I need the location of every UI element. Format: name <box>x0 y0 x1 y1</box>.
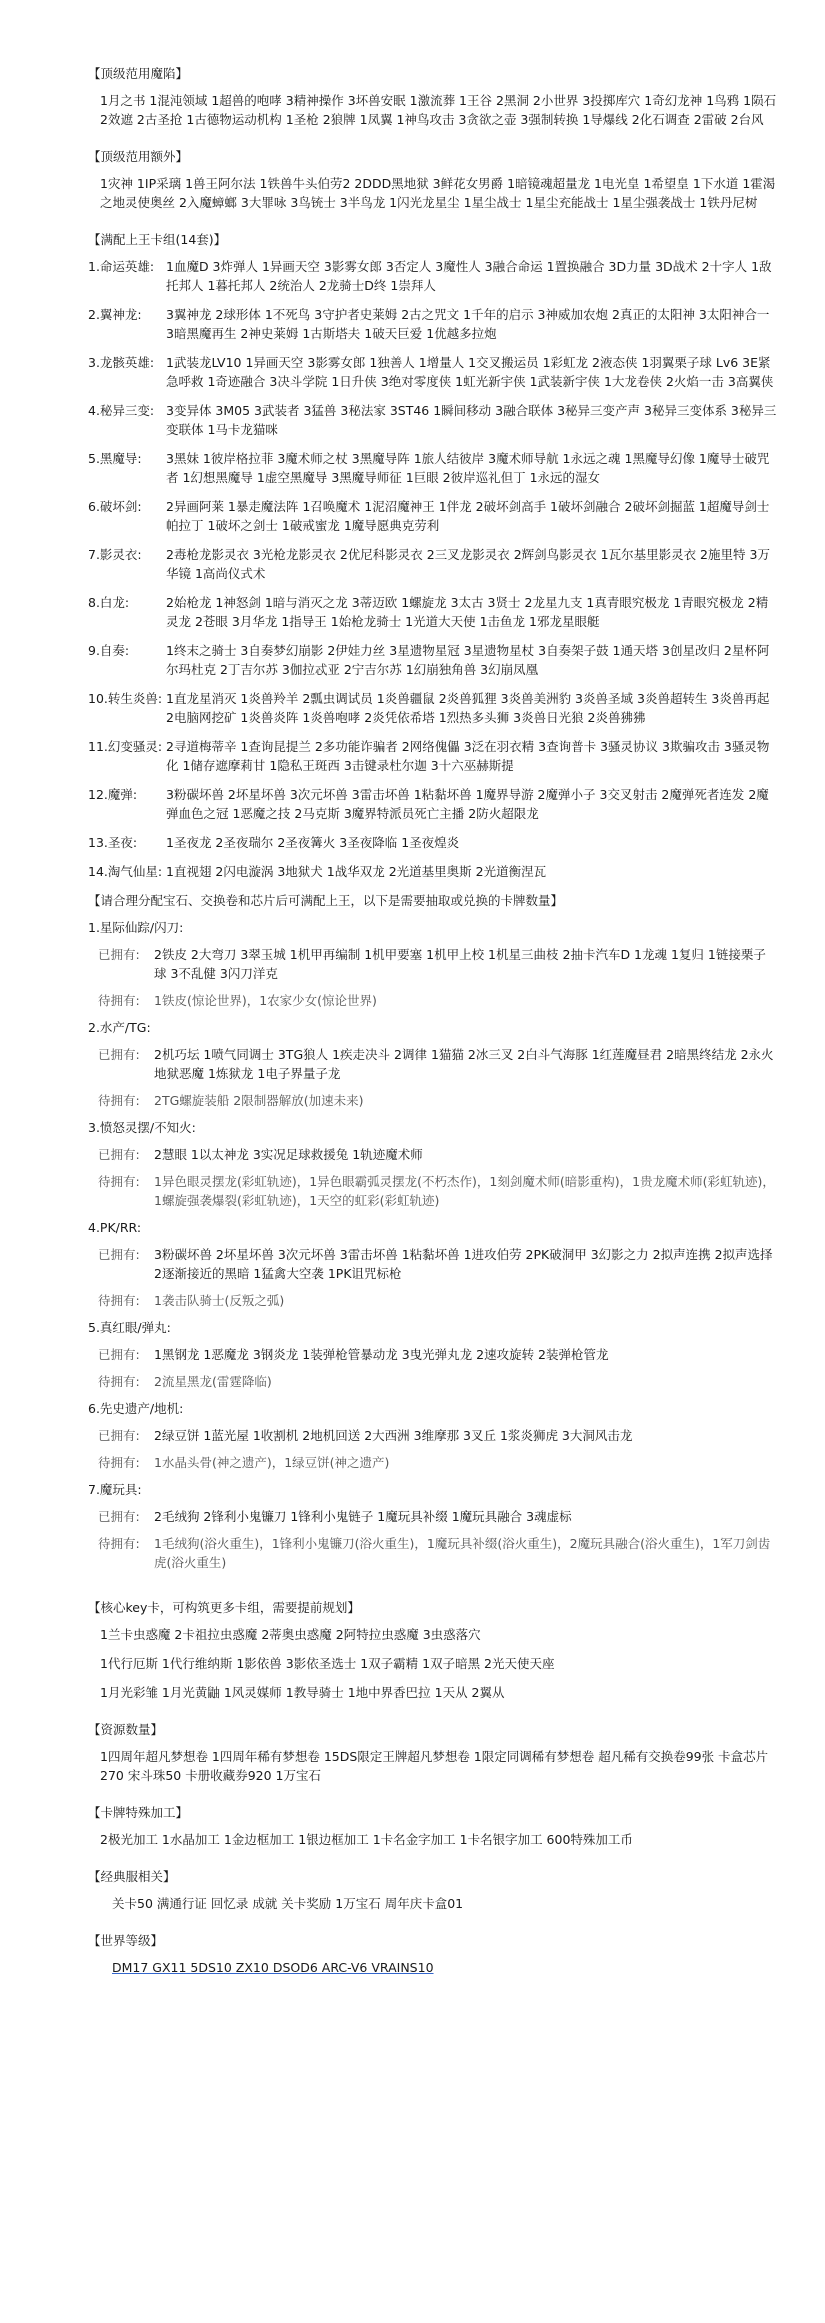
wanted-label: 待拥有: <box>98 1455 140 1470</box>
section-title-card-needs: 【请合理分配宝石、交换卷和芯片后可满配上王，以下是需要抽取或兑换的卡牌数量】 <box>88 893 564 908</box>
wanted-cards: 1毛绒狗(浴火重生)，1锋利小鬼镰刀(浴火重生)，1魔玩具补缀(浴火重生)，2魔玩具融合(浴火重生)，1军刀剑齿虎(浴火重生) <box>154 1536 771 1570</box>
deck-row <box>88 257 778 295</box>
group-title: 2.水产/TG: <box>88 1020 151 1035</box>
wanted-cards: 1铁皮(惊论世界)，1农家少女(惊论世界) <box>154 993 377 1008</box>
owned-label: 已拥有: <box>98 1347 140 1362</box>
section-title-top-extra: 【顶级范用额外】 <box>88 149 189 164</box>
wanted-label: 待拥有: <box>98 1293 140 1308</box>
wanted-row <box>98 991 778 1010</box>
deck-cards: 2始枪龙 1神怒剑 1暗与消灭之龙 3蒂迈欧 1螺旋龙 3太古 3贤士 2龙星九支 1真青眼究极龙 1青眼究极龙 2精灵龙 2苍眼 3月华龙 1指导王 1始枪龙骑士 1光道大天使 1击鱼龙 1邪龙星眼艇 <box>166 595 769 629</box>
deck-row <box>88 401 778 439</box>
owned-cards: 2毛绒狗 2锋利小鬼镰刀 1锋利小鬼链子 1魔玩具补缀 1魔玩具融合 3魂虚标 <box>154 1509 572 1524</box>
card-needs-list <box>88 918 778 1572</box>
owned-cards: 3粉碳坏兽 2坏星坏兽 3次元坏兽 3雷击坏兽 1粘黏坏兽 1进攻伯劳 2PK破洞甲 3幻影之力 2拟声连携 2拟声选择 2逐渐接近的黑暗 1猛禽大空袭 1PK诅咒标枪 <box>154 1247 773 1281</box>
core-key-line: 1代行厄斯 1代行维纳斯 1影依兽 3影依圣选士 1双子霸精 1双子暗黑 2光天使天座 <box>100 1656 555 1671</box>
classic-server-text: 关卡50 满通行证 回忆录 成就 关卡奖励 1万宝石 周年庆卡盒01 <box>112 1896 464 1911</box>
deck-label: 11.幻变骚灵: <box>88 739 163 754</box>
wanted-row <box>98 1372 778 1391</box>
owned-label: 已拥有: <box>98 1509 140 1524</box>
deck-label: 10.转生炎兽: <box>88 691 163 706</box>
deck-label: 7.影灵衣: <box>88 547 142 562</box>
owned-label: 已拥有: <box>98 947 140 962</box>
owned-cards: 1黑钢龙 1恶魔龙 3钢炎龙 1装弹枪管暴动龙 3曳光弹丸龙 2速攻旋转 2装弹枪管龙 <box>154 1347 609 1362</box>
owned-cards: 2绿豆饼 1蓝光屋 1收割机 2地机回送 2大西洲 3维摩那 3叉丘 1浆炎狮虎 3大洞风击龙 <box>154 1428 633 1443</box>
deck-label: 1.命运英雄: <box>88 259 155 274</box>
wanted-row <box>98 1091 778 1110</box>
wanted-row <box>98 1291 778 1310</box>
deck-cards: 1终末之骑士 3自奏梦幻崩影 2伊娃力丝 3星遗物星冠 3星遗物星杖 3自奏架子鼓 1通天塔 3创星改归 2星杯阿尔玛杜克 2丁吉尔苏 3伽拉忒亚 2宁吉尔苏 1幻崩独角兽 3幻崩凤凰 <box>166 643 770 677</box>
owned-row <box>98 1507 778 1526</box>
core-key-line: 1月光彩雏 1月光黄鼬 1风灵媒师 1教导骑士 1地中界香巴拉 1天从 2翼从 <box>100 1685 505 1700</box>
deck-label: 8.白龙: <box>88 595 130 610</box>
deck-label: 9.自奏: <box>88 643 130 658</box>
section-title-top-spells: 【顶级范用魔陷】 <box>88 66 189 81</box>
wanted-label: 待拥有: <box>98 1536 140 1551</box>
group-title: 1.星际仙踪/闪刀: <box>88 920 184 935</box>
owned-row <box>98 1345 778 1364</box>
deck-row <box>88 785 778 823</box>
wanted-cards: 1水晶头骨(神之遗产)，1绿豆饼(神之遗产) <box>154 1455 390 1470</box>
section-title-classic-server: 【经典服相关】 <box>88 1869 176 1884</box>
deck-row <box>88 737 778 775</box>
deck-cards: 1圣夜龙 2圣夜瑞尔 2圣夜篝火 3圣夜降临 1圣夜煌炎 <box>166 835 460 850</box>
deck-cards: 2毒枪龙影灵衣 3光枪龙影灵衣 2优尼科影灵衣 2三叉龙影灵衣 2辉剑鸟影灵衣 1瓦尔基里影灵衣 2施里特 3万华镜 1高尚仪式术 <box>166 547 770 581</box>
top-spells-list: 1月之书 1混沌领域 1超兽的咆哮 3精神操作 3坏兽安眠 1激流葬 1王谷 2黑洞 2小世界 3投掷库穴 1奇幻龙神 1鸟鸦 1陨石 2效遮 2古圣抢 1古德物运动机构 1圣枪 2狼牌 1凤翼 1神鸟攻击 3贪欲之壶 3强制转换 1导爆线 2化石调查 2雷破 2台风 <box>100 93 777 127</box>
owned-label: 已拥有: <box>98 1147 140 1162</box>
group-title: 3.愤怒灵摆/不知火: <box>88 1120 196 1135</box>
wanted-row <box>98 1534 778 1572</box>
deck-row <box>88 641 778 679</box>
deck-cards: 1直视翅 2闪电漩涡 3地狱犬 1战华双龙 2光道基里奥斯 2光道衡涅瓦 <box>166 864 547 879</box>
wanted-cards: 2流星黑龙(雷霆降临) <box>154 1374 272 1389</box>
deck-row <box>88 689 778 727</box>
owned-row <box>98 1426 778 1445</box>
deck-cards: 3粉碳坏兽 2坏星坏兽 3次元坏兽 3雷击坏兽 1粘黏坏兽 1魔界导游 2魔弹小子 3交叉射击 2魔弹死者连发 2魔弹血色之冠 1恶魔之技 2马克斯 3魔界特派员死亡主播 2防火超限龙 <box>166 787 769 821</box>
section-title-world-level: 【世界等级】 <box>88 1933 164 1948</box>
owned-label: 已拥有: <box>98 1247 140 1262</box>
deck-cards: 3黑妹 1彼岸格拉菲 3魔术师之杖 3黑魔导阵 1旅人结彼岸 3魔术师导航 1永远之魂 1黑魔导幻像 1魔导士破咒者 1幻想黑魔导 1虚空黑魔导 3黑魔导师征 1巨眼 2彼岸巡礼但丁 1永远的湿女 <box>166 451 770 485</box>
deck-label: 4.秘异三变: <box>88 403 155 418</box>
deck-cards: 2异画阿莱 1暴走魔法阵 1召唤魔术 1泥沼魔神王 1伴龙 2破坏剑高手 1破坏剑融合 2破坏剑掘蓝 1超魔导剑士帕拉丁 1破坏之剑士 1破戒蜜龙 1魔导愿典克劳利 <box>166 499 770 533</box>
wanted-label: 待拥有: <box>98 1093 140 1108</box>
owned-cards: 2慧眼 1以太神龙 3实况足球救援兔 1轨迹魔术师 <box>154 1147 423 1162</box>
deck-label: 2.翼神龙: <box>88 307 142 322</box>
deck-label: 5.黑魔导: <box>88 451 142 466</box>
deck-label: 13.圣夜: <box>88 835 138 850</box>
section-title-resources: 【资源数量】 <box>88 1722 164 1737</box>
deck-row <box>88 497 778 535</box>
deck-row <box>88 545 778 583</box>
deck-label: 6.破坏剑: <box>88 499 142 514</box>
owned-label: 已拥有: <box>98 1047 140 1062</box>
deck-row <box>88 353 778 391</box>
owned-cards: 2机巧坛 1喷气同调士 3TG狼人 1疾走决斗 2调律 1猫猫 2冰三叉 2白斗气海豚 1红莲魔昼君 2暗黑终结龙 2永火地狱恶魔 1炼狱龙 1电子界量子龙 <box>154 1047 774 1081</box>
owned-row <box>98 1245 778 1283</box>
wanted-row <box>98 1453 778 1472</box>
deck-cards: 3翼神龙 2球形体 1不死鸟 3守护者史莱姆 2古之咒文 1千年的启示 3神威加农炮 2真正的太阳神 3太阳神合一 3暗黑魔再生 2神史莱姆 1古斯塔夫 1破天巨爱 1优越多拉炮 <box>166 307 770 341</box>
deck-label: 12.魔弹: <box>88 787 138 802</box>
owned-row <box>98 1045 778 1083</box>
wanted-label: 待拥有: <box>98 1374 140 1389</box>
special-finish-text: 2极光加工 1水晶加工 1金边框加工 1银边框加工 1卡名金字加工 1卡名银字加工 600特殊加工币 <box>100 1832 633 1847</box>
wanted-label: 待拥有: <box>98 1174 140 1189</box>
deck-cards: 1血魔D 3炸弹人 1异画天空 3影雾女郎 3否定人 3魔性人 3融合命运 1置换融合 3D力量 3D战术 2十字人 1敌托邦人 1暮托邦人 2统治人 2龙骑士D终 1崇拜人 <box>166 259 772 293</box>
wanted-cards: 1袭击队骑士(反叛之弧) <box>154 1293 285 1308</box>
deck-row <box>88 449 778 487</box>
core-key-line: 1兰卡虫惑魔 2卡祖拉虫惑魔 2蒂奥虫惑魔 2阿特拉虫惑魔 3虫惑落穴 <box>100 1627 481 1642</box>
deck-cards: 2寻道梅蒂辛 1查询昆提兰 2多功能诈骗者 2网络傀儡 3泛在羽衣精 3查询普卡 3骚灵协议 3欺骗攻击 3骚灵物化 1储存遮摩莉甘 1隐私王斑西 3击键录杜尔迦 3十六巫赫斯提 <box>166 739 770 773</box>
owned-label: 已拥有: <box>98 1428 140 1443</box>
section-title-full-decks: 【满配上王卡组(14套)】 <box>88 232 227 247</box>
owned-row <box>98 945 778 983</box>
document <box>88 58 778 1977</box>
deck-cards: 3变异体 3M05 3武装者 3猛兽 3秘法家 3ST46 1瞬间移动 3融合联体 3秘异三变产声 3秘异三变体系 3秘异三变联体 1马卡龙猫咪 <box>166 403 777 437</box>
resources-text: 1四周年超凡梦想卷 1四周年稀有梦想卷 15DS限定王牌超凡梦想卷 1限定同调稀有梦想卷 超凡稀有交换卷99张 卡盒芯片270 宋斗珠50 卡册收藏券920 1万宝石 <box>100 1749 769 1783</box>
wanted-row <box>98 1172 778 1210</box>
deck-label: 3.龙骸英雄: <box>88 355 155 370</box>
deck-row <box>88 833 778 852</box>
owned-row <box>98 1145 778 1164</box>
top-extra-list: 1灾神 1IP采璃 1兽王阿尔法 1铁兽牛头伯劳2 2DDD黑地狱 3鲜花女男爵 1暗镜魂超量龙 1电光皇 1希望皇 1下水道 1霍渴之地灵使奥丝 2入魔蟑螂 3大罪咏 3鸟铳士 3半鸟龙 1闪光龙星尘 1星尘战士 1星尘充能战士 1星尘强袭战士 1铁丹尼树 <box>100 176 776 210</box>
deck-row <box>88 305 778 343</box>
deck-cards: 1武装龙LV10 1异画天空 3影雾女郎 1独善人 1增量人 1交叉搬运员 1彩虹龙 2液态侠 1羽翼栗子球 Lv6 3E紧急呼救 1奇迹融合 3决斗学院 1日升侠 3绝对零度侠 1虹光新宇侠 1武装新宇侠 1大龙卷侠 2火焰一击 3高翼侠 <box>166 355 774 389</box>
owned-cards: 2铁皮 2大弯刀 3翠玉城 1机甲再编制 1机甲要塞 1机甲上校 1机星三曲枝 2抽卡汽车D 1龙魂 1复归 1链接栗子球 3不乱健 3闪刀洋克 <box>154 947 766 981</box>
deck-row <box>88 862 778 881</box>
group-title: 6.先史遗产/地机: <box>88 1401 184 1416</box>
deck-row <box>88 593 778 631</box>
group-title: 5.真红眼/弹丸: <box>88 1320 171 1335</box>
wanted-cards: 1异色眼灵摆龙(彩虹轨迹)，1异色眼霸弧灵摆龙(不朽杰作)，1刻剑魔术师(暗影重构)，1贵龙魔术师(彩虹轨迹)，1螺旋强袭爆裂(彩虹轨迹)，1天空的虹彩(彩虹轨迹) <box>154 1174 775 1208</box>
wanted-cards: 2TG螺旋装船 2限制器解放(加速未来) <box>154 1093 364 1108</box>
deck-label: 14.淘气仙星: <box>88 864 163 879</box>
section-title-special-finish: 【卡牌特殊加工】 <box>88 1805 189 1820</box>
deck-cards: 1直龙星消灭 1炎兽羚羊 2瓢虫调试员 1炎兽疆鼠 2炎兽狐狸 3炎兽美洲豹 3炎兽圣域 3炎兽超转生 3炎兽再起 2电脑网挖矿 1炎兽炎阵 1炎兽咆哮 2炎凭依希塔 1烈热多头狮 3炎兽日光狼 2炎兽狒狒 <box>166 691 770 725</box>
section-title-core-key-cards: 【核心key卡，可构筑更多卡组，需要提前规划】 <box>88 1600 360 1615</box>
deck-list <box>88 257 778 881</box>
group-title: 4.PK/RR: <box>88 1220 142 1235</box>
wanted-label: 待拥有: <box>98 993 140 1008</box>
world-level-text: DM17 GX11 5DS10 ZX10 DSOD6 ARC-V6 VRAINS10 <box>112 1960 434 1975</box>
group-title: 7.魔玩具: <box>88 1482 142 1497</box>
